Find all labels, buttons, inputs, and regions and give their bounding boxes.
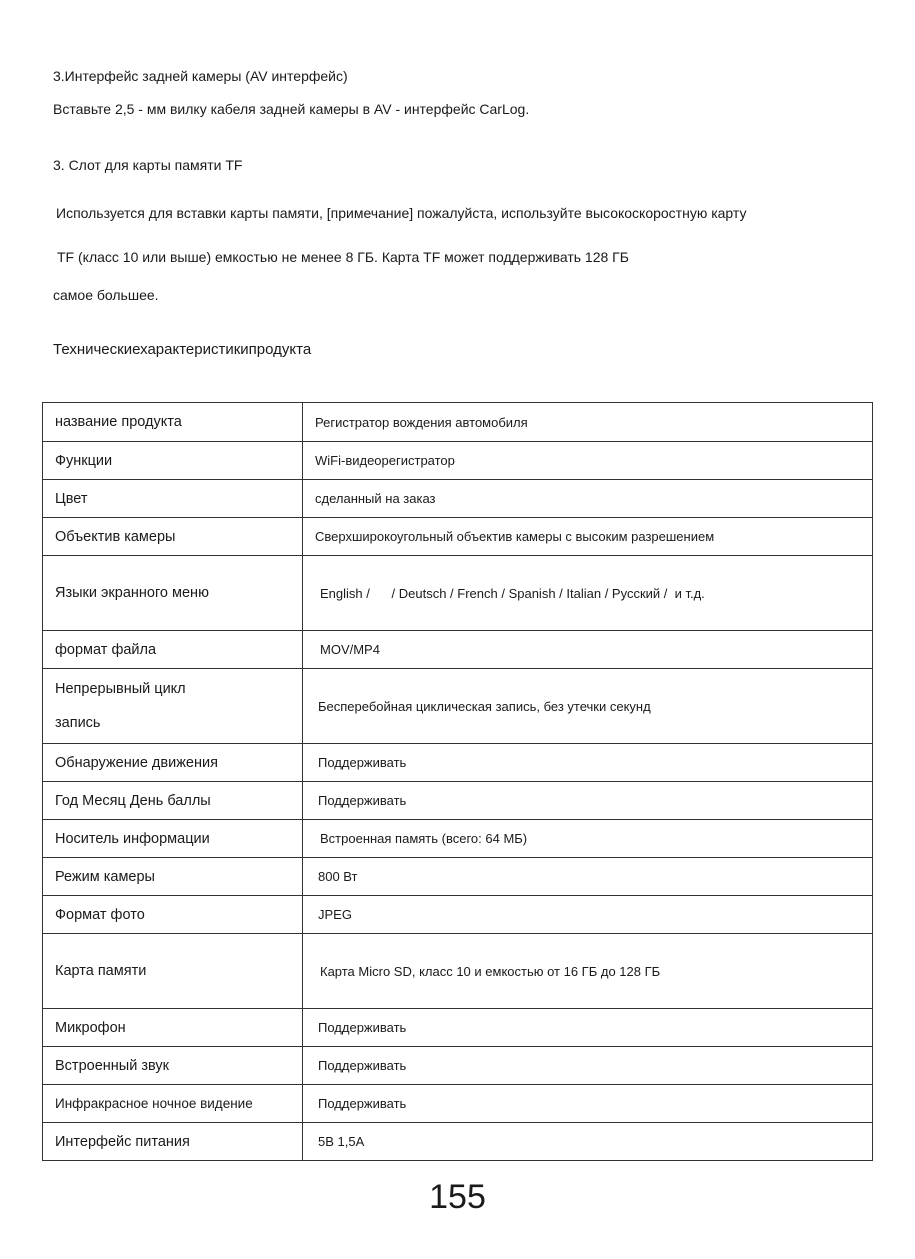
spec-value: Регистратор вождения автомобиля (303, 403, 873, 442)
spec-value: Поддерживать (303, 1085, 873, 1123)
table-row (43, 1047, 873, 1085)
page-number: 155 (429, 1178, 486, 1216)
table-row (43, 896, 873, 934)
spec-value: Поддерживать (303, 744, 873, 782)
spec-key: Цвет (43, 480, 303, 518)
spec-key: Режим камеры (43, 858, 303, 896)
table-row (43, 442, 873, 480)
spec-key: Инфракрасное ночное видение (43, 1085, 303, 1123)
table-row (43, 1085, 873, 1123)
table-row (43, 1009, 873, 1047)
section-av-title: 3.Интерфейс задней камеры (AV интерфейс) (53, 68, 348, 84)
table-row (43, 669, 873, 744)
table-row (43, 556, 873, 631)
spec-key: Встроенный звук (43, 1047, 303, 1085)
spec-title: Техническиехарактеристикипродукта (53, 341, 312, 358)
section-tf-line1: Используется для вставки карты памяти, [примечание] пожалуйста, используйте высокоскоростную карту (56, 205, 747, 221)
table-row (43, 858, 873, 896)
spec-key: Год Месяц День баллы (43, 782, 303, 820)
spec-value: Поддерживать (303, 782, 873, 820)
section-tf-line3: самое большее. (53, 287, 159, 303)
spec-key: Интерфейс питания (43, 1123, 303, 1161)
spec-key: Карта памяти (43, 934, 303, 1009)
spec-value: English / / Deutsch / French / Spanish / Italian / Русский / и т.д. (303, 556, 873, 631)
spec-key: Функции (43, 442, 303, 480)
spec-value: Бесперебойная циклическая запись, без утечки секунд (303, 669, 873, 744)
spec-value: Поддерживать (303, 1047, 873, 1085)
spec-value: Сверхширокоугольный объектив камеры с высоким разрешением (303, 518, 873, 556)
table-row (43, 518, 873, 556)
spec-value: Встроенная память (всего: 64 МБ) (303, 820, 873, 858)
spec-value: сделанный на заказ (303, 480, 873, 518)
spec-key: формат файла (43, 631, 303, 669)
table-row (43, 403, 873, 442)
spec-key-line: запись (55, 715, 101, 731)
table-row (43, 820, 873, 858)
spec-value: Карта Micro SD, класс 10 и емкостью от 16 ГБ до 128 ГБ (303, 934, 873, 1009)
spec-key: Носитель информации (43, 820, 303, 858)
spec-key: Объектив камеры (43, 518, 303, 556)
section-tf-title: 3. Слот для карты памяти TF (53, 157, 243, 173)
spec-key: Микрофон (43, 1009, 303, 1047)
spec-key: Обнаружение движения (43, 744, 303, 782)
table-row (43, 782, 873, 820)
spec-key: Формат фото (43, 896, 303, 934)
section-av-text: Вставьте 2,5 - мм вилку кабеля задней камеры в AV - интерфейс CarLog. (53, 101, 530, 117)
spec-key: название продукта (43, 403, 303, 442)
spec-value: 5В 1,5А (303, 1123, 873, 1161)
table-row (43, 744, 873, 782)
spec-value: Поддерживать (303, 1009, 873, 1047)
table-row (43, 631, 873, 669)
spec-key: Языки экранного меню (43, 556, 303, 631)
spec-key (43, 669, 303, 744)
spec-key-line: Непрерывный цикл (55, 681, 186, 697)
table-row (43, 1123, 873, 1161)
spec-table (42, 402, 873, 1161)
spec-value: WiFi-видеорегистратор (303, 442, 873, 480)
table-row (43, 480, 873, 518)
spec-value: JPEG (303, 896, 873, 934)
table-row (43, 934, 873, 1009)
section-tf-line2: TF (класс 10 или выше) емкостью не менее 8 ГБ. Карта TF может поддерживать 128 ГБ (57, 249, 629, 265)
spec-value: 800 Вт (303, 858, 873, 896)
spec-value: MOV/MP4 (303, 631, 873, 669)
